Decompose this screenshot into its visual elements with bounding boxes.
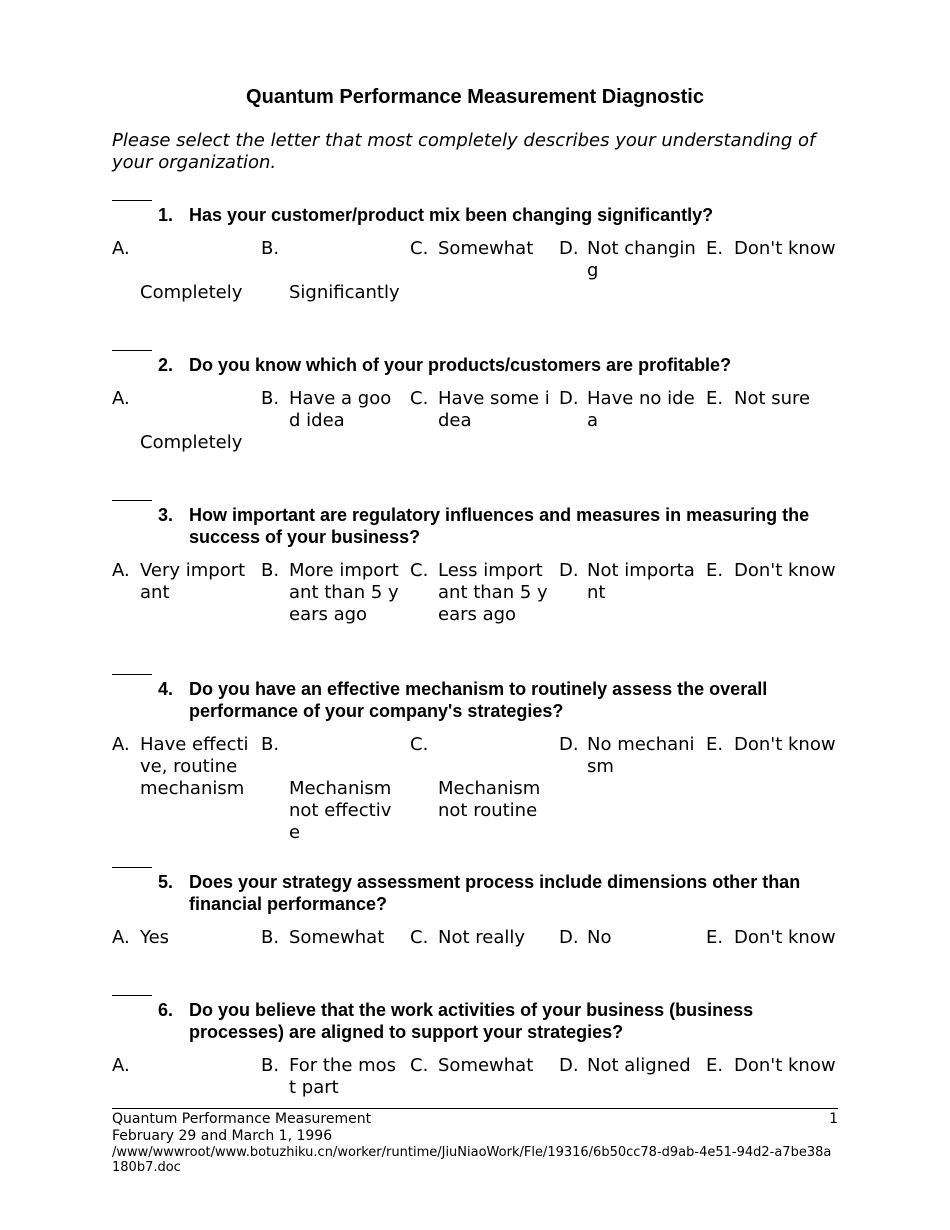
option-text: Completely	[140, 432, 243, 453]
answer-options	[112, 1055, 852, 1105]
footer-title: Quantum Performance Measurement	[112, 1111, 372, 1127]
option-text: Not sure	[734, 388, 811, 409]
option-text: Very important	[140, 560, 246, 603]
option-letter: D.	[559, 1055, 579, 1076]
option-text: Not aligned	[587, 1055, 691, 1076]
question-3	[112, 504, 852, 670]
footer-date: February 29 and March 1, 1996	[112, 1128, 333, 1144]
footer-divider	[112, 1108, 838, 1109]
question-number: 5.	[158, 872, 174, 892]
option-text: Don't know	[734, 734, 836, 755]
option-letter: E.	[706, 734, 724, 755]
option-letter: B.	[261, 927, 280, 948]
option-letter: E.	[706, 560, 724, 581]
question-1	[112, 204, 852, 348]
option-text: Completely	[140, 282, 243, 303]
option-text: No	[587, 927, 612, 948]
option-letter: C.	[410, 734, 429, 755]
question-number: 1.	[158, 205, 174, 225]
answer-options	[112, 734, 852, 844]
option-letter: E.	[706, 1055, 724, 1076]
option-letter: B.	[261, 734, 280, 755]
option-text: Mechanism not effective	[289, 778, 392, 843]
option-letter: A.	[112, 560, 130, 581]
option-letter: B.	[261, 238, 280, 259]
option-text: Somewhat	[289, 927, 385, 948]
option-letter: D.	[559, 388, 579, 409]
question-6	[112, 999, 852, 1105]
option-letter: C.	[410, 388, 429, 409]
answer-options	[112, 238, 852, 348]
option-letter: D.	[559, 238, 579, 259]
option-letter: C.	[410, 1055, 429, 1076]
option-text: Don't know	[734, 238, 836, 259]
page-number: 1	[829, 1111, 838, 1127]
instructions: Please select the letter that most completely describes your understanding of your organization.	[112, 130, 816, 173]
option-text: More important than 5 years ago	[289, 560, 399, 625]
option-text: For the most part	[289, 1055, 397, 1098]
question-4	[112, 678, 852, 844]
question-2	[112, 354, 852, 498]
option-text: Don't know	[734, 1055, 836, 1076]
question-text: Do you have an effective mechanism to routinely assess the overall performance of your company's strategies?	[189, 679, 768, 721]
option-letter: A.	[112, 734, 130, 755]
question-text: Does your strategy assessment process include dimensions other than financial performance?	[189, 872, 801, 914]
option-text: No mechanism	[587, 734, 695, 777]
option-text: Have some idea	[438, 388, 550, 431]
question-number: 2.	[158, 355, 174, 375]
option-text: Mechanism not routine	[438, 778, 541, 821]
option-letter: C.	[410, 927, 429, 948]
option-letter: A.	[112, 927, 130, 948]
question-text: Has your customer/product mix been changing significantly?	[189, 205, 714, 225]
answer-options	[112, 388, 852, 498]
option-letter: B.	[261, 560, 280, 581]
question-number: 6.	[158, 1000, 174, 1020]
option-letter: D.	[559, 734, 579, 755]
option-letter: D.	[559, 927, 579, 948]
option-text: Somewhat	[438, 1055, 534, 1076]
question-text: Do you know which of your products/customers are profitable?	[189, 355, 732, 375]
option-letter: C.	[410, 560, 429, 581]
option-text: Not changing	[587, 238, 696, 281]
option-text: Don't know	[734, 560, 836, 581]
option-text: Have no idea	[587, 388, 695, 431]
footer-file-path: /www/wwwroot/www.botuzhiku.cn/worker/runtime/JiuNiaoWork/Fle/19316/6b50cc78-d9ab-4e51-94d2-a7be38a180b7.doc	[112, 1145, 832, 1175]
option-letter: D.	[559, 560, 579, 581]
option-text: Have a good idea	[289, 388, 392, 431]
option-letter: E.	[706, 238, 724, 259]
option-letter: C.	[410, 238, 429, 259]
option-letter: A.	[112, 388, 130, 409]
page-footer	[112, 1111, 838, 1175]
option-letter: A.	[112, 238, 130, 259]
option-letter: E.	[706, 388, 724, 409]
option-text: Yes	[140, 927, 170, 948]
option-text: Not really	[438, 927, 526, 948]
option-text: Less important than 5 years ago	[438, 560, 548, 625]
option-text: Not important	[587, 560, 695, 603]
option-text: Don't know	[734, 927, 836, 948]
option-letter: E.	[706, 927, 724, 948]
page-title: Quantum Performance Measurement Diagnostic	[246, 86, 704, 108]
option-text: Have effective, routine mechanism	[140, 734, 249, 799]
question-text: How important are regulatory influences and measures in measuring the success of your business?	[189, 505, 810, 547]
option-text: Significantly	[289, 282, 400, 303]
option-letter: A.	[112, 1055, 130, 1076]
option-letter: B.	[261, 388, 280, 409]
option-letter: B.	[261, 1055, 280, 1076]
question-text: Do you believe that the work activities of your business (business processes) are aligned to support your strategies?	[189, 1000, 754, 1042]
answer-options	[112, 560, 852, 670]
question-number: 3.	[158, 505, 174, 525]
question-number: 4.	[158, 679, 174, 699]
option-text: Somewhat	[438, 238, 534, 259]
